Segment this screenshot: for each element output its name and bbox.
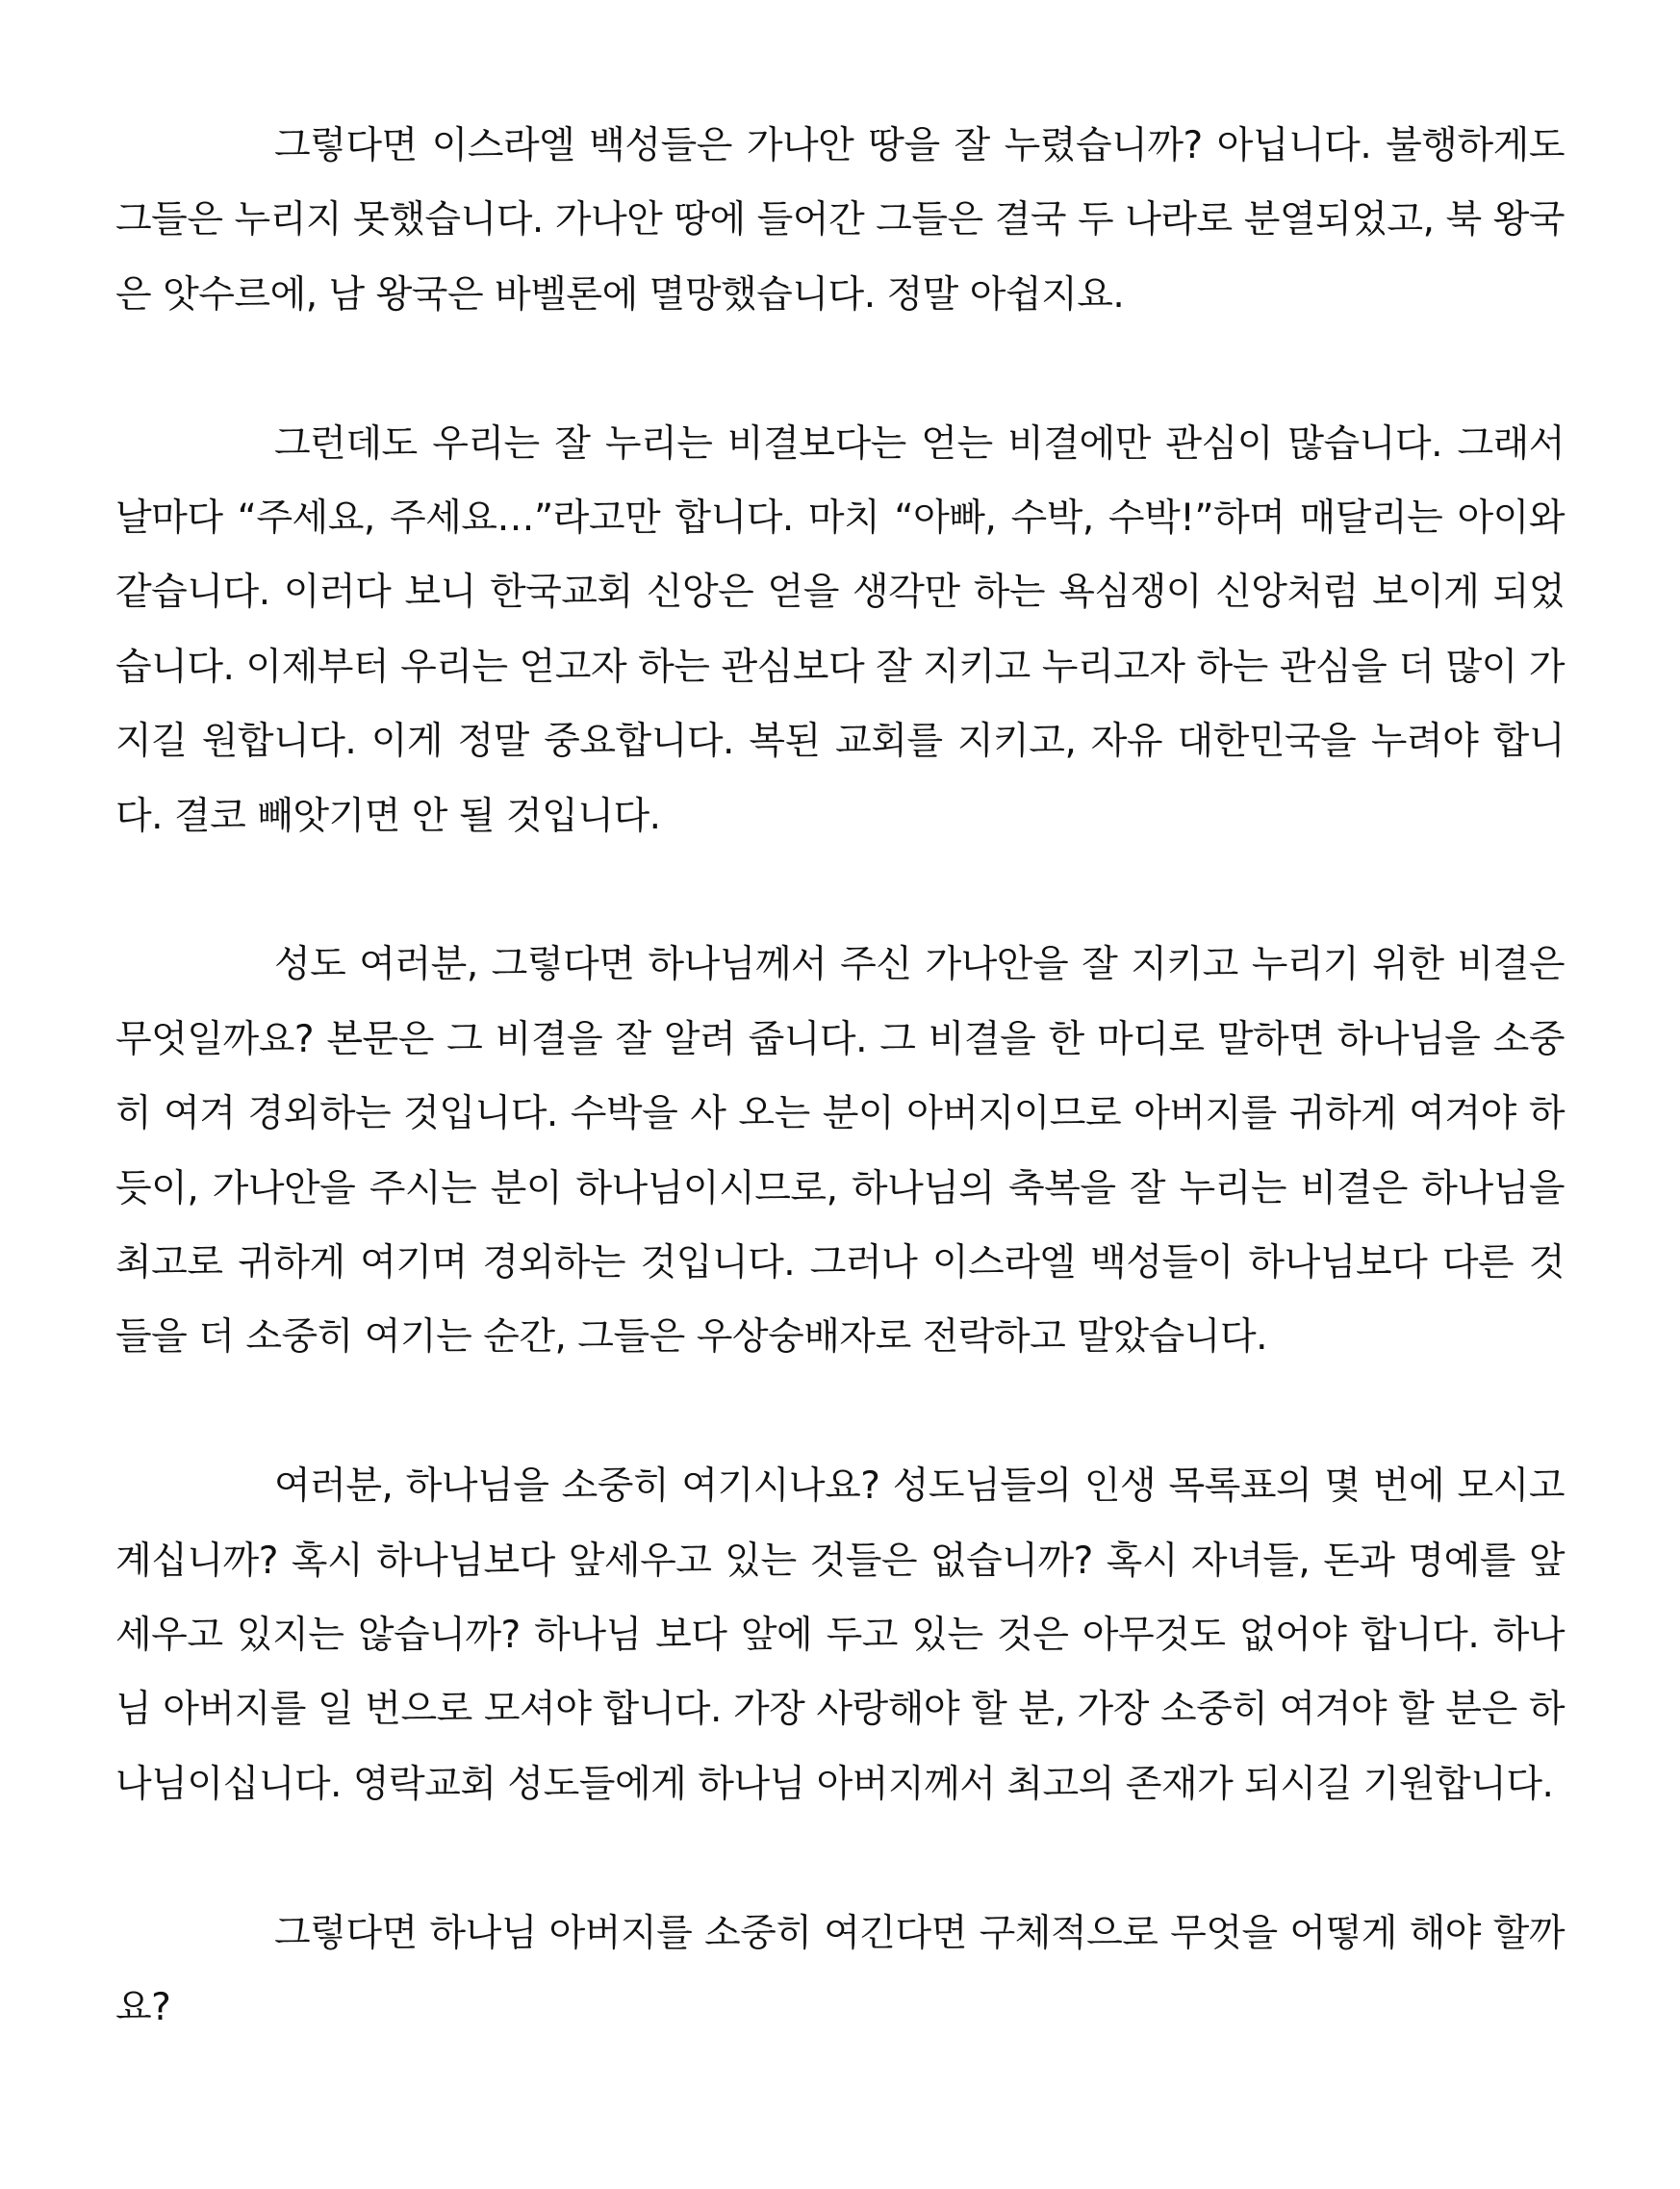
paragraph-3: 성도 여러분, 그렇다면 하나님께서 주신 가나안을 잘 지키고 누리기 위한 비결은 무엇일까요? 본문은 그 비결을 잘 알려 줍니다. 그 비결을 한 마디로 말하면 하나님을 소중히 여겨 경외하는 것입니다. 수박을 사 오는 분이 아버지이므로 아버지를 귀하게 여겨야 하듯이, 가나안을 주시는 분이 하나님이시므로, 하나님의 축복을 잘 누리는 비결은 하나님을 최고로 귀하게 여기며 경외하는 것입니다. 그러나 이스라엘 백성들이 하나님보다 다른 것들을 더 소중히 여기는 순간, 그들은 우상숭배자로 전락하고 말았습니다. [115,943,1565,1360]
paragraph-5: 그렇다면 하나님 아버지를 소중히 여긴다면 구체적으로 무엇을 어떻게 해야 할까요? [115,1911,1565,2030]
body-text [115,109,1565,2120]
paragraph-2: 그런데도 우리는 잘 누리는 비결보다는 얻는 비결에만 관심이 많습니다. 그래서 날마다 “주세요, 주세요…”라고만 합니다. 마치 “아빠, 수박, 수박!”하며 매달리는 아이와 같습니다. 이러다 보니 한국교회 신앙은 얻을 생각만 하는 욕심쟁이 신앙처럼 보이게 되었습니다. 이제부터 우리는 얻고자 하는 관심보다 잘 지키고 누리고자 하는 관심을 더 많이 가지길 원합니다. 이게 정말 중요합니다. 복된 교회를 지키고, 자유 대한민국을 누려야 합니다. 결코 빼앗기면 안 될 것입니다. [115,421,1565,838]
paragraph-1: 그렇다면 이스라엘 백성들은 가나안 땅을 잘 누렸습니까? 아닙니다. 불행하게도 그들은 누리지 못했습니다. 가나안 땅에 들어간 그들은 결국 두 나라로 분열되었고, 북 왕국은 앗수르에, 남 왕국은 바벨론에 멸망했습니다. 정말 아쉽지요. [115,124,1565,317]
paragraph-4: 여러분, 하나님을 소중히 여기시나요? 성도님들의 인생 목록표의 몇 번에 모시고 계십니까? 혹시 하나님보다 앞세우고 있는 것들은 없습니까? 혹시 자녀들, 돈과 명예를 앞세우고 있지는 않습니까? 하나님 보다 앞에 두고 있는 것은 아무것도 없어야 합니다. 하나님 아버지를 일 번으로 모셔야 합니다. 가장 사랑해야 할 분, 가장 소중히 여겨야 할 분은 하나님이십니다. 영락교회 성도들에게 하나님 아버지께서 최고의 존재가 되시길 기원합니다. [115,1464,1565,1806]
